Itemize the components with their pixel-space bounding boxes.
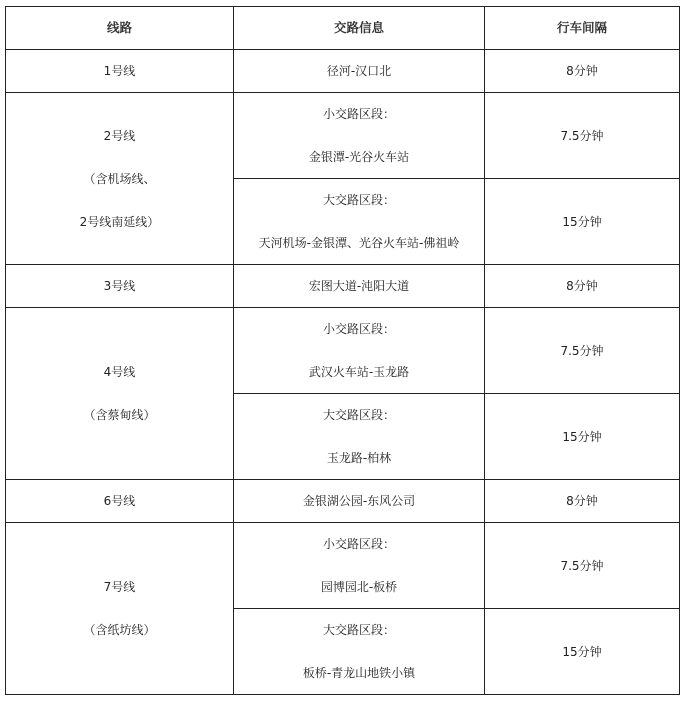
- line-note: （含纸坊线）: [83, 623, 156, 637]
- table-row: [6, 480, 680, 523]
- interval-value: 7.5分钟: [485, 308, 680, 394]
- line-name: 1号线: [6, 50, 234, 93]
- segment-route: 园博园北-板桥: [320, 580, 398, 594]
- segment-route: 玉龙路-柏林: [326, 451, 392, 465]
- table-row: [6, 523, 680, 609]
- segment-route: 金银潭-光谷火车站: [308, 150, 410, 164]
- segment-label: 小交路区段：: [322, 322, 395, 336]
- table-row: [6, 93, 680, 179]
- header-routing: 交路信息: [234, 7, 485, 50]
- route-info-cell: [234, 609, 485, 695]
- interval-value: 15分钟: [485, 609, 680, 695]
- line-name-cell: [6, 93, 234, 265]
- segment-route: 板桥-青龙山地铁小镇: [302, 666, 416, 680]
- segment-route: 武汉火车站-玉龙路: [308, 365, 410, 379]
- line-name: 3号线: [6, 265, 234, 308]
- line-note: （含蔡甸线）: [83, 408, 156, 422]
- route-info-cell: [234, 93, 485, 179]
- interval-value: 15分钟: [485, 179, 680, 265]
- table-row: [6, 265, 680, 308]
- route-info-cell: [234, 523, 485, 609]
- line-name-cell: [6, 523, 234, 695]
- segment-route: 天河机场-金银潭、光谷火车站-佛祖岭: [258, 236, 460, 250]
- line-note: （含机场线、: [83, 171, 156, 186]
- interval-value: 15分钟: [485, 394, 680, 480]
- segment-label: 大交路区段：: [322, 623, 395, 637]
- line-note: 2号线南延线）: [79, 214, 160, 229]
- header-interval: 行车间隔: [485, 7, 680, 50]
- segment-label: 大交路区段：: [322, 408, 395, 422]
- segment-label: 大交路区段：: [322, 193, 395, 207]
- metro-interval-table: [5, 6, 680, 695]
- route-info: 径河-汉口北: [234, 50, 485, 93]
- interval-value: 8分钟: [485, 480, 680, 523]
- route-info-cell: [234, 394, 485, 480]
- line-name-cell: [6, 308, 234, 480]
- line-name: 2号线: [103, 128, 136, 143]
- table-row: [6, 50, 680, 93]
- interval-value: 7.5分钟: [485, 523, 680, 609]
- route-info: 宏图大道-沌阳大道: [234, 265, 485, 308]
- header-line: 线路: [6, 7, 234, 50]
- route-info-cell: [234, 179, 485, 265]
- route-info: 金银湖公园-东风公司: [234, 480, 485, 523]
- line-name: 6号线: [6, 480, 234, 523]
- line-name: 4号线: [103, 365, 136, 379]
- interval-value: 8分钟: [485, 265, 680, 308]
- table-row: [6, 308, 680, 394]
- line-name: 7号线: [103, 580, 136, 594]
- segment-label: 小交路区段：: [322, 107, 395, 121]
- table-header-row: [6, 7, 680, 50]
- segment-label: 小交路区段：: [322, 537, 395, 551]
- route-info-cell: [234, 308, 485, 394]
- interval-value: 7.5分钟: [485, 93, 680, 179]
- interval-value: 8分钟: [485, 50, 680, 93]
